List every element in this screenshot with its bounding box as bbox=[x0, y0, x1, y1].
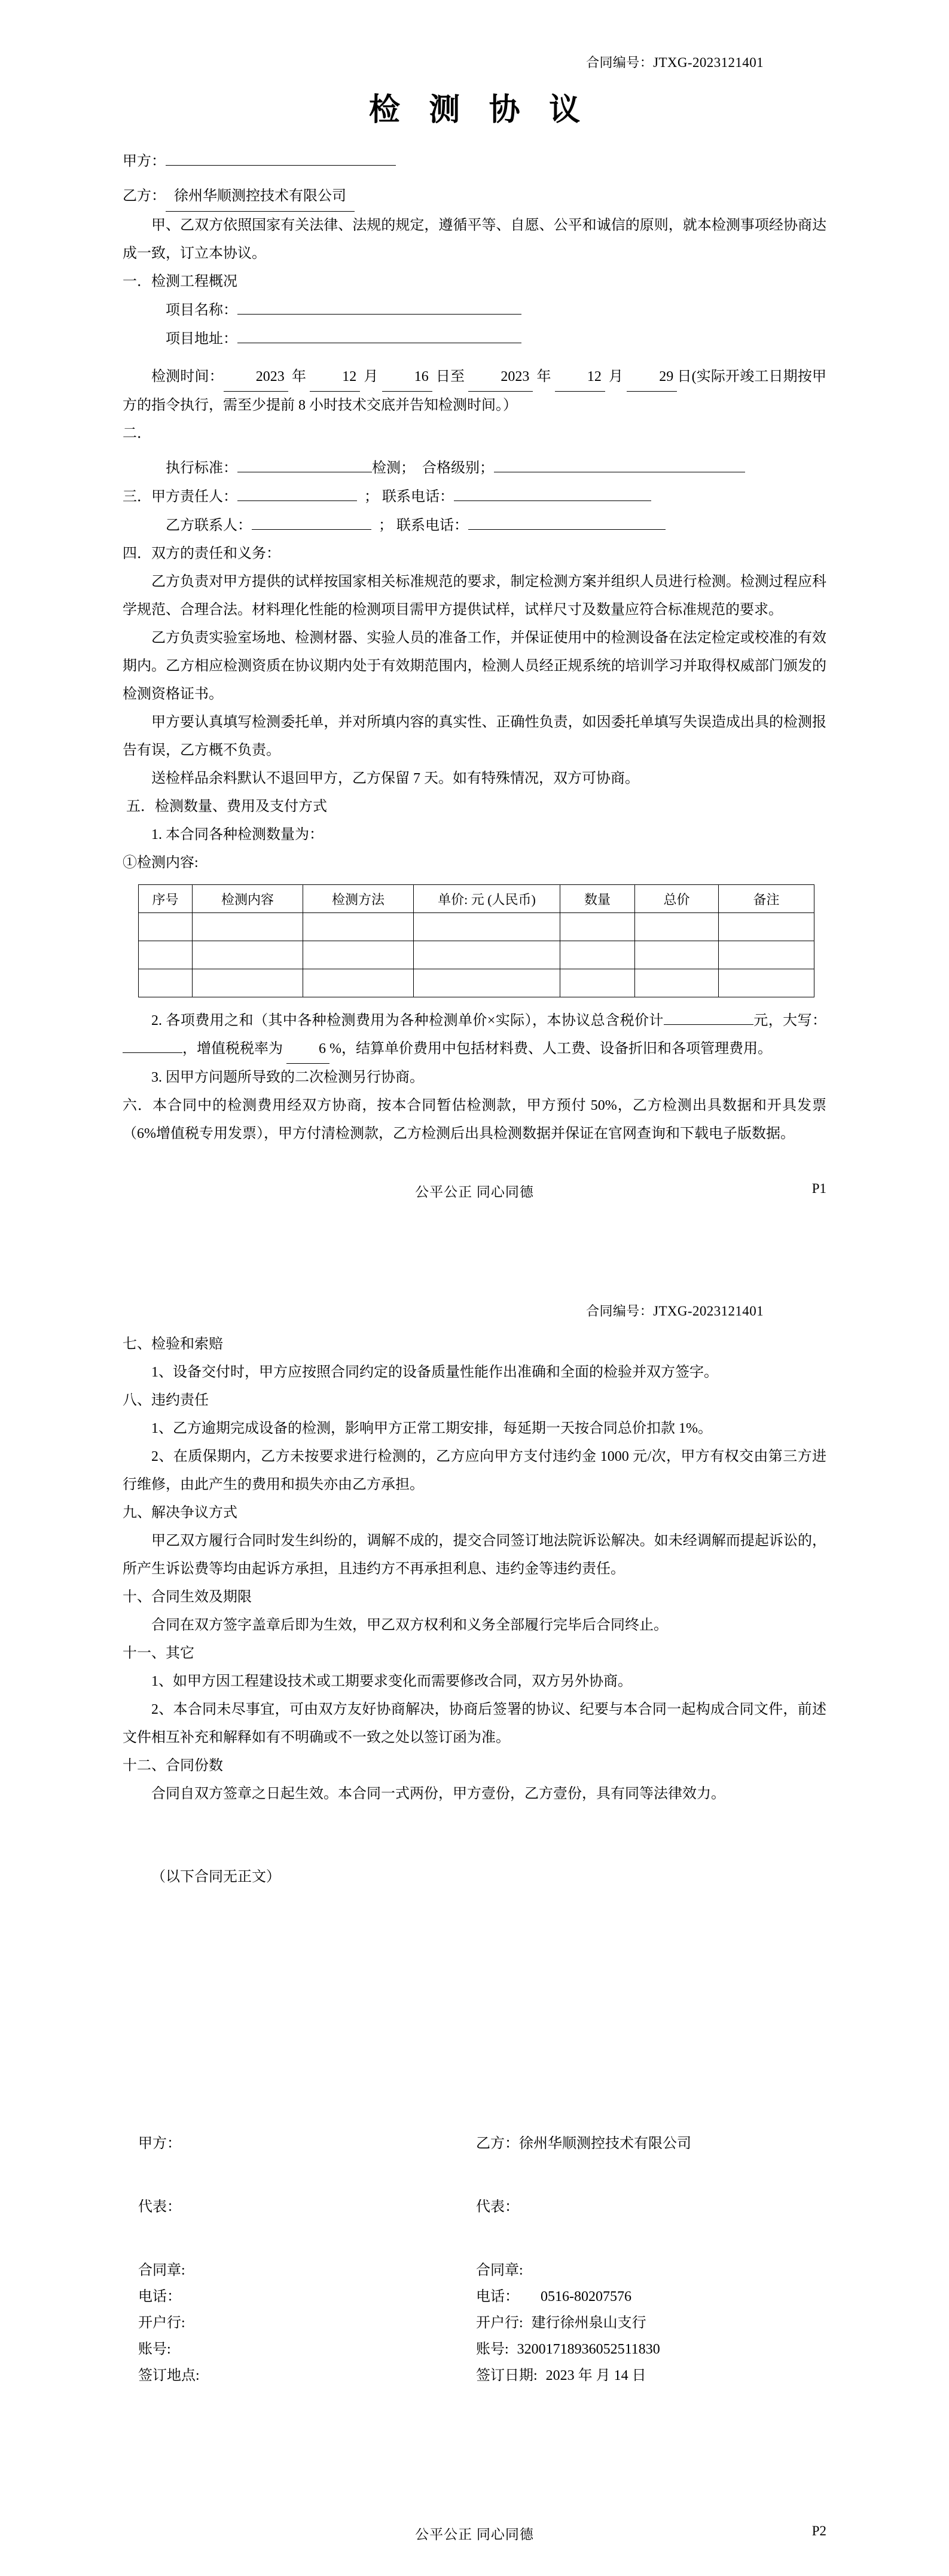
cell-remark[interactable] bbox=[719, 913, 814, 941]
section-5-heading: 五．检测数量、费用及支付方式 bbox=[126, 799, 327, 814]
signature-phone-b-value: 0516-80207576 bbox=[541, 2289, 631, 2305]
execution-standard-suffix: 检测； bbox=[372, 460, 415, 476]
section-5-item-1: 1. 本合同各种检测数量为： bbox=[151, 827, 324, 843]
signature-phone-a-value bbox=[181, 2289, 190, 2305]
start-day: 16 bbox=[382, 363, 432, 392]
signature-party-row bbox=[138, 2131, 814, 2157]
cell-remark[interactable] bbox=[719, 941, 814, 969]
section-9-item-1: 甲乙双方履行合同时发生纠纷的，调解不成的，提交合同签订地法院诉讼解决。如未经调解而提起诉讼的，所产生诉讼费等均由起诉方承担，且违约方不再承担利息、违约金等违约责任。 bbox=[123, 1533, 826, 1577]
th-total: 总价 bbox=[635, 885, 719, 913]
signature-account-b-value: 32001718936052511830 bbox=[517, 2342, 660, 2357]
signature-phone-a bbox=[138, 2284, 476, 2310]
signature-bank-a-label: 开户行: bbox=[138, 2315, 185, 2331]
page-2 bbox=[0, 1288, 949, 2542]
section-11-heading: 十一、其它 bbox=[123, 1646, 194, 1661]
section-8-item-2: 2、在质保期内，乙方未按要求进行检测的，乙方应向甲方支付违约金 1000 元/次，甲方有权交由第三方进行维修，由此产生的费用和损失亦由乙方承担。 bbox=[123, 1449, 826, 1493]
signature-place-a bbox=[138, 2363, 476, 2389]
signature-seal-b-value bbox=[523, 2263, 532, 2278]
signature-seal-b-label: 合同章: bbox=[476, 2263, 523, 2278]
th-quantity: 数量 bbox=[560, 885, 635, 913]
signature-phone-b bbox=[476, 2284, 814, 2310]
signature-account-a-value bbox=[171, 2342, 179, 2357]
contract-number bbox=[123, 0, 826, 71]
cell-unit-price[interactable] bbox=[414, 941, 560, 969]
unit-month-1: 月 bbox=[364, 369, 379, 384]
page-1 bbox=[0, 0, 949, 1200]
section-5-item-2-part1: 2. 各项费用之和（其中各种检测费用为各种检测单价×实际），本协议总含税价计 bbox=[151, 1013, 664, 1028]
section-2-heading: 二． bbox=[123, 426, 151, 441]
cell-remark[interactable] bbox=[719, 969, 814, 997]
contract-number-label: 合同编号： bbox=[586, 55, 654, 70]
section-5-item-2-part3: 大写： bbox=[783, 1013, 826, 1028]
section-11-item-2: 2、本合同未尽事宜，可由双方友好协商解决，协商后签署的协议、纪要与本合同一起构成合同文件，前述文件相互补充和解释如有不明确或不一致之处以签订函为准。 bbox=[123, 1702, 826, 1745]
cell-total[interactable] bbox=[635, 913, 719, 941]
signature-rep-a bbox=[138, 2194, 476, 2220]
contract-number-value-2: JTXG-2023121401 bbox=[653, 1304, 764, 1318]
cell-quantity[interactable] bbox=[560, 913, 635, 941]
section-12-item-1: 合同自双方签章之日起生效。本合同一式两份，甲方壹份，乙方壹份，具有同等法律效力。 bbox=[151, 1786, 725, 1802]
section-4-para-2: 乙方负责实验室场地、检测材器、实验人员的准备工作，并保证使用中的检测设备在法定检定或校准的有效期内。乙方相应检测资质在协议期内处于有效期范围内，检测人员经正规系统的培训学习并取得权威部门颁发的检测资格证书。 bbox=[123, 630, 826, 702]
cell-content[interactable] bbox=[193, 969, 303, 997]
signature-rep-a-label: 代表： bbox=[138, 2199, 181, 2215]
signature-rep-row bbox=[138, 2194, 814, 2220]
signature-phone-b-label: 电话： bbox=[476, 2289, 519, 2305]
th-remark: 备注 bbox=[719, 885, 814, 913]
party-b-value: 徐州华顺测控技术有限公司 bbox=[166, 182, 355, 212]
section-5-item-3: 3. 因甲方问题所导致的二次检测另行协商。 bbox=[151, 1070, 424, 1085]
signature-seal-b bbox=[476, 2257, 814, 2284]
th-content: 检测内容 bbox=[193, 885, 303, 913]
contract-number-page2 bbox=[123, 1288, 826, 1320]
section-4-heading: 四．双方的责任和义务： bbox=[123, 546, 280, 561]
cell-method[interactable] bbox=[303, 969, 414, 997]
signature-account-a bbox=[138, 2336, 476, 2363]
cell-quantity[interactable] bbox=[560, 941, 635, 969]
signature-rep-b-value bbox=[519, 2199, 527, 2215]
footer-motto: 公平公正 同心同德 bbox=[415, 1185, 534, 1200]
unit-year-1: 年 bbox=[291, 369, 307, 384]
party-b-phone-label: 联系电话： bbox=[396, 518, 468, 533]
section-6-paragraph: 六．本合同中的检测费用经双方协商，按本合同暂估检测款，甲方预付 50%，乙方检测出具数据和开具发票（6%增值税专用发票），甲方付清检测款，乙方检测后出具检测数据并保证在官网查询和下载电子版数据。 bbox=[123, 1098, 826, 1142]
section-3-row-b bbox=[123, 511, 826, 540]
detection-time-label: 检测时间： bbox=[151, 369, 224, 384]
signature-rep-a-value bbox=[181, 2199, 190, 2215]
table-row[interactable] bbox=[139, 969, 814, 997]
signature-rep-b bbox=[476, 2194, 814, 2220]
page-1-footer bbox=[0, 1181, 949, 1205]
signature-party-b-value: 徐州华顺测控技术有限公司 bbox=[519, 2136, 691, 2151]
signature-date-b-value: 2023 年 月 14 日 bbox=[545, 2368, 646, 2383]
signature-party-a-label: 甲方： bbox=[138, 2136, 181, 2151]
tax-rate-value: 6 bbox=[286, 1035, 329, 1064]
signature-rep-b-label: 代表： bbox=[476, 2199, 519, 2215]
signature-date-b bbox=[476, 2363, 814, 2389]
signature-phone-a-label: 电话： bbox=[138, 2289, 181, 2305]
th-method: 检测方法 bbox=[303, 885, 414, 913]
section-9-heading: 九、解决争议方式 bbox=[123, 1505, 237, 1521]
cell-index[interactable] bbox=[139, 913, 193, 941]
th-unit-price: 单价: 元 (人民币) bbox=[414, 885, 560, 913]
party-b-person-label: 乙方联系人： bbox=[166, 518, 252, 533]
section-5-item-1-sub: ①检测内容: bbox=[123, 855, 199, 871]
party-a-phone-label: 联系电话： bbox=[382, 489, 454, 505]
contract-number-label-2: 合同编号： bbox=[586, 1304, 654, 1318]
signature-seal-a-value bbox=[185, 2263, 194, 2278]
party-a-person-label: 甲方责任人： bbox=[151, 489, 237, 505]
execution-standard-label: 执行标准： bbox=[166, 460, 237, 476]
detection-time-note-1: 日(实际开竣工日期按甲方的指令执行， bbox=[123, 369, 826, 413]
section-4-para-4: 送检样品余料默认不退回甲方，乙方保留 7 天。如有特殊情况，双方可协商。 bbox=[151, 771, 639, 786]
section-11-item-1: 1、如甲方因工程建设技术或工期要求变化而需要修改合同，双方另外协商。 bbox=[151, 1674, 632, 1689]
section-1-heading: 一．检测工程概况 bbox=[123, 274, 237, 289]
signature-place-a-label: 签订地点: bbox=[138, 2368, 200, 2383]
page-number-1: P1 bbox=[811, 1181, 826, 1196]
semicolon-b: ； bbox=[379, 518, 393, 533]
document-title: 检 测 协 议 bbox=[368, 93, 591, 127]
section-3-row-a bbox=[123, 483, 826, 511]
section-10-heading: 十、合同生效及期限 bbox=[123, 1589, 252, 1605]
signature-account-b-label: 账号: bbox=[476, 2342, 509, 2357]
signature-seal-a bbox=[138, 2257, 476, 2284]
project-name-label: 项目名称： bbox=[166, 303, 237, 318]
page-2-footer bbox=[0, 2523, 949, 2547]
page-number-2: P2 bbox=[811, 2523, 826, 2538]
contract-number-value: JTXG-2023121401 bbox=[653, 55, 764, 70]
cell-quantity[interactable] bbox=[560, 969, 635, 997]
section-5-item-2-part2: 元， bbox=[753, 1013, 783, 1028]
signature-place-a-value bbox=[200, 2368, 208, 2383]
section-5-item-2-part4: ，增值税税率为 bbox=[182, 1041, 283, 1057]
section-8-item-1: 1、乙方逾期完成设备的检测，影响甲方正常工期安排，每延期一天按合同总价扣款 1%。 bbox=[151, 1421, 712, 1436]
cell-content[interactable] bbox=[193, 941, 303, 969]
cell-content[interactable] bbox=[193, 913, 303, 941]
end-month: 12 bbox=[555, 363, 605, 392]
table-row[interactable] bbox=[139, 941, 814, 969]
signature-party-a-value bbox=[181, 2136, 190, 2151]
signature-bank-row bbox=[138, 2310, 814, 2336]
table-row[interactable] bbox=[139, 913, 814, 941]
signature-bank-a bbox=[138, 2310, 476, 2336]
project-address-field bbox=[123, 325, 826, 353]
start-year: 2023 bbox=[224, 363, 288, 392]
signature-account-b bbox=[476, 2336, 814, 2363]
section-8-heading: 八、违约责任 bbox=[123, 1393, 209, 1408]
party-a-field bbox=[123, 147, 826, 176]
section-4-para-1: 乙方负责对甲方提供的试样按国家相关标准规范的要求，制定检测方案并组织人员进行检测。检测过程应科学规范、合理合法。材料理化性能的检测项目需甲方提供试样，试样尺寸及数量应符合标准规范的要求。 bbox=[123, 574, 826, 618]
semicolon-a: ； bbox=[364, 489, 379, 505]
th-index: 序号 bbox=[139, 885, 193, 913]
cell-unit-price[interactable] bbox=[414, 969, 560, 997]
cell-total[interactable] bbox=[635, 941, 719, 969]
unit-year-2: 年 bbox=[536, 369, 551, 384]
cell-index[interactable] bbox=[139, 941, 193, 969]
start-month: 12 bbox=[310, 363, 360, 392]
detection-time-note-2: 需至少提前 8 小时技术交底并告知检测时间。） bbox=[223, 398, 517, 413]
signature-seal-a-label: 合同章: bbox=[138, 2263, 185, 2278]
signature-party-b bbox=[476, 2131, 814, 2157]
section-5-item-2 bbox=[123, 1007, 826, 1064]
signature-date-b-label: 签订日期: bbox=[476, 2368, 538, 2383]
section-10-item-1: 合同在双方签字盖章后即为生效，甲乙双方权利和义务全部履行完毕后合同终止。 bbox=[151, 1617, 668, 1633]
section-3-heading: 三． bbox=[123, 489, 151, 505]
signature-party-a bbox=[138, 2131, 476, 2157]
party-a-label: 甲方： bbox=[123, 154, 166, 169]
signature-party-b-label: 乙方： bbox=[476, 2136, 519, 2151]
qualified-grade-label: 合格级别； bbox=[422, 460, 494, 476]
party-b-label: 乙方： bbox=[123, 188, 166, 204]
signature-bank-b-label: 开户行: bbox=[476, 2315, 523, 2331]
end-day: 29 bbox=[627, 363, 677, 392]
signature-place-date-row bbox=[138, 2363, 814, 2389]
section-7-item-1: 1、设备交付时，甲方应按照合同约定的设备质量性能作出准确和全面的检验并双方签字。 bbox=[151, 1365, 718, 1380]
signature-phone-row bbox=[138, 2284, 814, 2310]
section-7-heading: 七、检验和索赔 bbox=[123, 1336, 223, 1352]
signature-account-row bbox=[138, 2336, 814, 2363]
signature-block bbox=[138, 2131, 814, 2389]
party-b-field bbox=[123, 182, 826, 212]
cell-method[interactable] bbox=[303, 941, 414, 969]
no-body-note: （以下合同无正文） bbox=[151, 1869, 280, 1885]
section-4-para-3: 甲方要认真填写检测委托单，并对所填内容的真实性、正确性负责，如因委托单填写失误造成出具的检测报告有误，乙方概不负责。 bbox=[123, 715, 826, 758]
project-address-label: 项目地址： bbox=[166, 331, 237, 347]
range-separator: 日至 bbox=[435, 369, 465, 384]
cell-method[interactable] bbox=[303, 913, 414, 941]
section-12-heading: 十二、合同份数 bbox=[123, 1758, 223, 1774]
unit-month-2: 月 bbox=[608, 369, 624, 384]
preamble-paragraph: 甲、乙双方依照国家有关法律、法规的规定，遵循平等、自愿、公平和诚信的原则，就本检测事项经协商达成一致，订立本协议。 bbox=[123, 218, 826, 261]
cell-total[interactable] bbox=[635, 969, 719, 997]
execution-standard-field bbox=[123, 454, 826, 483]
signature-bank-b-value: 建行徐州泉山支行 bbox=[531, 2315, 646, 2331]
table-header-row bbox=[139, 885, 814, 913]
signature-bank-b bbox=[476, 2310, 814, 2336]
project-name-field bbox=[123, 296, 826, 325]
footer-motto-2: 公平公正 同心同德 bbox=[415, 2527, 534, 2542]
cell-index[interactable] bbox=[139, 969, 193, 997]
signature-account-a-label: 账号: bbox=[138, 2342, 171, 2357]
end-year: 2023 bbox=[468, 363, 533, 392]
signature-seal-row bbox=[138, 2257, 814, 2284]
cell-unit-price[interactable] bbox=[414, 913, 560, 941]
section-5-item-2-part5: %，结算单价费用中包括材料费、人工费、设备折旧和各项管理费用。 bbox=[329, 1041, 772, 1057]
detection-time-paragraph bbox=[123, 363, 826, 420]
detection-content-table bbox=[138, 884, 814, 997]
signature-bank-a-value bbox=[185, 2315, 194, 2331]
